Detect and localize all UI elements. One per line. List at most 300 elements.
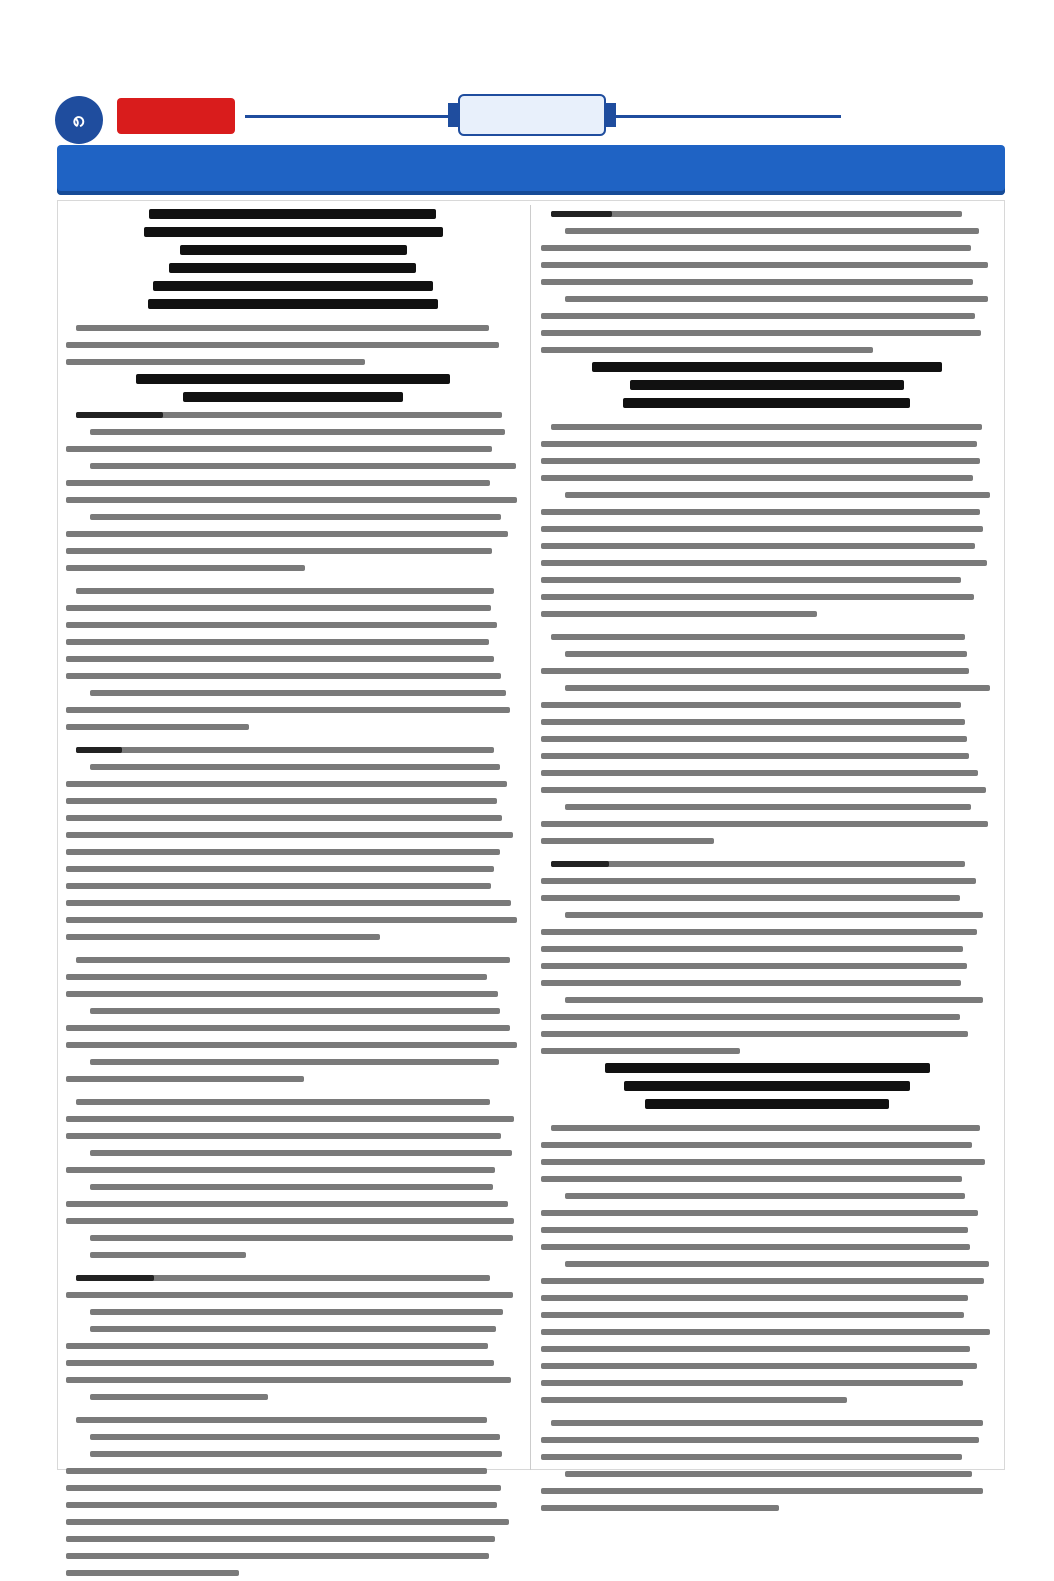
line-mark	[66, 1116, 514, 1122]
line-mark	[66, 359, 365, 365]
text-line	[62, 894, 528, 911]
line-mark	[66, 1343, 488, 1349]
text-line	[62, 860, 528, 877]
text-line	[62, 1246, 528, 1263]
heading-line	[62, 277, 528, 295]
masthead	[458, 94, 606, 136]
text-line	[537, 554, 1002, 571]
line-mark	[541, 1031, 968, 1037]
line-mark	[565, 1193, 965, 1199]
heading-line	[62, 388, 528, 406]
text-line	[537, 923, 1002, 940]
line-mark	[541, 1454, 962, 1460]
line-mark	[76, 1417, 487, 1423]
line-mark	[565, 1261, 989, 1267]
text-line	[537, 991, 1002, 1008]
line-mark	[565, 296, 988, 302]
text-line	[537, 872, 1002, 889]
text-line	[537, 1414, 1002, 1431]
section-heading	[537, 358, 1002, 412]
line-mark	[541, 526, 983, 532]
heading-line	[62, 205, 528, 223]
paragraph	[537, 418, 1002, 622]
text-line	[537, 832, 1002, 849]
text-line	[62, 1110, 528, 1127]
line-mark	[66, 1468, 487, 1474]
text-line	[537, 307, 1002, 324]
line-mark	[551, 211, 962, 217]
line-mark	[66, 639, 489, 645]
line-mark	[541, 719, 965, 725]
line-mark	[541, 1397, 847, 1403]
line-mark	[551, 1420, 983, 1426]
line-mark	[66, 673, 501, 679]
line-mark	[541, 543, 975, 549]
line-mark	[541, 594, 974, 600]
line-mark	[66, 1360, 494, 1366]
paragraph	[62, 741, 528, 945]
line-mark	[541, 1363, 977, 1369]
line-mark	[565, 651, 967, 657]
line-mark	[541, 1380, 963, 1386]
line-mark	[149, 209, 436, 219]
line-mark	[66, 1502, 497, 1508]
text-line	[62, 508, 528, 525]
line-mark	[66, 798, 497, 804]
bold-lead-term	[76, 747, 122, 753]
line-mark	[66, 781, 507, 787]
line-mark	[90, 1059, 499, 1065]
text-line	[537, 1323, 1002, 1340]
text-line	[537, 1042, 1002, 1059]
line-mark	[90, 764, 500, 770]
line-mark	[90, 1150, 512, 1156]
line-mark	[541, 1505, 779, 1511]
text-line	[62, 1479, 528, 1496]
text-line	[537, 239, 1002, 256]
text-line	[537, 341, 1002, 358]
line-mark	[90, 1008, 500, 1014]
line-mark	[541, 787, 986, 793]
line-mark	[541, 753, 969, 759]
text-line	[62, 843, 528, 860]
text-line	[537, 645, 1002, 662]
text-line	[62, 1093, 528, 1110]
line-mark	[66, 974, 487, 980]
masthead-wing-right	[606, 103, 616, 127]
section-heading	[62, 370, 528, 406]
line-mark	[541, 838, 714, 844]
line-mark	[66, 342, 499, 348]
heading-line	[537, 1095, 1002, 1113]
line-mark	[541, 245, 971, 251]
line-mark	[541, 736, 967, 742]
heading-line	[62, 370, 528, 388]
line-mark	[66, 446, 492, 452]
line-mark	[180, 245, 407, 255]
text-line	[537, 1340, 1002, 1357]
paragraph	[537, 1119, 1002, 1408]
line-mark	[541, 821, 988, 827]
text-line	[62, 985, 528, 1002]
line-mark	[541, 1278, 984, 1284]
line-mark	[66, 1025, 510, 1031]
line-mark	[66, 531, 508, 537]
text-line	[62, 792, 528, 809]
text-line	[62, 877, 528, 894]
text-line	[537, 815, 1002, 832]
text-line	[537, 747, 1002, 764]
text-line	[537, 1431, 1002, 1448]
line-mark	[76, 747, 494, 753]
text-line	[62, 599, 528, 616]
text-line	[62, 1212, 528, 1229]
text-line	[62, 1320, 528, 1337]
text-line	[62, 616, 528, 633]
line-mark	[66, 866, 494, 872]
line-mark	[541, 770, 978, 776]
text-line	[62, 1530, 528, 1547]
text-line	[62, 1547, 528, 1564]
line-mark	[541, 1312, 964, 1318]
text-line	[62, 684, 528, 701]
text-line	[62, 336, 528, 353]
heading-line	[537, 358, 1002, 376]
line-mark	[90, 514, 501, 520]
text-line	[62, 1411, 528, 1428]
line-mark	[541, 929, 977, 935]
line-mark	[66, 815, 502, 821]
line-mark	[66, 934, 380, 940]
line-mark	[90, 429, 505, 435]
text-line	[537, 940, 1002, 957]
line-mark	[66, 900, 511, 906]
text-line	[537, 855, 1002, 872]
line-mark	[645, 1099, 889, 1109]
line-mark	[605, 1063, 930, 1073]
line-mark	[565, 492, 990, 498]
text-line	[62, 758, 528, 775]
line-mark	[541, 895, 960, 901]
text-line	[62, 1371, 528, 1388]
left-column	[62, 205, 528, 1581]
text-line	[537, 588, 1002, 605]
line-mark	[90, 1309, 503, 1315]
line-mark	[623, 398, 910, 408]
dateline	[845, 101, 1010, 129]
line-mark	[66, 1218, 514, 1224]
text-line	[537, 957, 1002, 974]
line-mark	[66, 1519, 509, 1525]
line-mark	[76, 325, 489, 331]
line-mark	[66, 1076, 304, 1082]
paragraph	[62, 1411, 528, 1581]
line-mark	[541, 1048, 740, 1054]
line-mark	[90, 1434, 500, 1440]
text-line	[62, 775, 528, 792]
text-line	[537, 1499, 1002, 1516]
line-mark	[565, 912, 983, 918]
text-line	[537, 696, 1002, 713]
line-mark	[551, 634, 965, 640]
line-mark	[66, 1167, 495, 1173]
line-mark	[90, 463, 516, 469]
line-mark	[541, 313, 975, 319]
text-line	[62, 911, 528, 928]
line-mark	[169, 263, 416, 273]
text-line	[537, 418, 1002, 435]
text-line	[62, 525, 528, 542]
text-line	[62, 353, 528, 370]
text-line	[537, 764, 1002, 781]
line-mark	[541, 1142, 972, 1148]
paragraph	[62, 406, 528, 576]
line-mark	[541, 441, 977, 447]
paragraph	[62, 1093, 528, 1263]
line-mark	[66, 548, 492, 554]
text-line	[537, 1357, 1002, 1374]
line-mark	[565, 997, 983, 1003]
line-mark	[66, 724, 249, 730]
text-line	[62, 741, 528, 758]
text-line	[62, 650, 528, 667]
text-line	[62, 928, 528, 945]
text-line	[537, 290, 1002, 307]
line-mark	[66, 1553, 489, 1559]
text-line	[62, 1388, 528, 1405]
text-line	[62, 1161, 528, 1178]
text-line	[537, 730, 1002, 747]
line-mark	[541, 458, 980, 464]
text-line	[62, 1195, 528, 1212]
text-line	[62, 718, 528, 735]
masthead-wing-left	[448, 103, 458, 127]
text-line	[62, 491, 528, 508]
continued-note	[900, 1457, 1000, 1473]
text-line	[62, 1036, 528, 1053]
line-mark	[541, 1176, 962, 1182]
text-line	[62, 1337, 528, 1354]
heading-line	[537, 394, 1002, 412]
text-line	[62, 440, 528, 457]
line-mark	[76, 588, 494, 594]
text-line	[537, 520, 1002, 537]
text-line	[62, 1445, 528, 1462]
text-line	[62, 1127, 528, 1144]
line-mark	[90, 1451, 502, 1457]
line-mark	[66, 1536, 495, 1542]
text-line	[62, 968, 528, 985]
text-line	[62, 667, 528, 684]
text-line	[537, 906, 1002, 923]
line-mark	[66, 565, 305, 571]
line-mark	[76, 957, 510, 963]
line-mark	[541, 279, 973, 285]
text-line	[537, 1204, 1002, 1221]
line-mark	[541, 1329, 990, 1335]
text-line	[537, 1170, 1002, 1187]
paragraph	[62, 1269, 528, 1405]
heading-line	[537, 1077, 1002, 1095]
text-line	[537, 205, 1002, 222]
header-rule-left	[245, 115, 450, 118]
text-line	[537, 273, 1002, 290]
text-line	[62, 633, 528, 650]
paragraph	[62, 319, 528, 370]
text-line	[537, 889, 1002, 906]
line-mark	[66, 991, 498, 997]
line-mark	[551, 424, 982, 430]
text-line	[537, 1374, 1002, 1391]
text-line	[62, 1496, 528, 1513]
line-mark	[66, 622, 497, 628]
line-mark	[630, 380, 904, 390]
text-line	[537, 662, 1002, 679]
text-line	[537, 1238, 1002, 1255]
line-mark	[541, 560, 987, 566]
line-mark	[76, 1099, 490, 1105]
line-mark	[541, 702, 961, 708]
text-line	[537, 1008, 1002, 1025]
page-header	[0, 0, 1054, 135]
text-line	[537, 1119, 1002, 1136]
line-mark	[541, 475, 973, 481]
text-line	[537, 1306, 1002, 1323]
line-mark	[541, 1227, 968, 1233]
text-line	[62, 1229, 528, 1246]
text-line	[537, 628, 1002, 645]
bold-lead-term	[76, 1275, 154, 1281]
line-mark	[90, 1394, 268, 1400]
line-mark	[90, 690, 506, 696]
line-mark	[66, 883, 491, 889]
line-mark	[90, 1252, 246, 1258]
text-line	[62, 474, 528, 491]
line-mark	[624, 1081, 910, 1091]
text-line	[62, 1002, 528, 1019]
text-line	[62, 582, 528, 599]
section-heading	[537, 1059, 1002, 1113]
text-line	[537, 1221, 1002, 1238]
text-line	[62, 1144, 528, 1161]
text-line	[62, 457, 528, 474]
line-mark	[66, 1201, 508, 1207]
line-mark	[66, 480, 490, 486]
heading-line	[62, 295, 528, 313]
line-mark	[541, 611, 817, 617]
heading-line	[62, 241, 528, 259]
text-line	[537, 1136, 1002, 1153]
text-line	[537, 974, 1002, 991]
bold-lead-term	[76, 412, 163, 418]
line-mark	[66, 1292, 513, 1298]
line-mark	[541, 878, 976, 884]
line-mark	[541, 1488, 983, 1494]
line-mark	[541, 963, 967, 969]
line-mark	[541, 980, 961, 986]
text-line	[62, 1269, 528, 1286]
line-mark	[144, 227, 443, 237]
line-mark	[66, 1570, 239, 1576]
line-mark	[541, 262, 988, 268]
heading-line	[537, 1059, 1002, 1077]
line-mark	[90, 1326, 496, 1332]
line-mark	[541, 330, 981, 336]
text-line	[62, 423, 528, 440]
text-line	[537, 222, 1002, 239]
text-line	[537, 605, 1002, 622]
text-line	[537, 1153, 1002, 1170]
text-line	[537, 1391, 1002, 1408]
text-line	[62, 951, 528, 968]
line-mark	[136, 374, 450, 384]
line-mark	[541, 577, 961, 583]
text-line	[537, 486, 1002, 503]
page-number: ၈	[55, 96, 103, 144]
text-line	[62, 1428, 528, 1445]
line-mark	[551, 1125, 980, 1131]
text-line	[537, 503, 1002, 520]
text-line	[537, 324, 1002, 341]
bold-lead-term	[551, 861, 609, 867]
column-divider	[530, 205, 531, 1470]
line-mark	[541, 1210, 978, 1216]
line-mark	[66, 1485, 501, 1491]
header-rule-right	[616, 115, 841, 118]
text-line	[537, 798, 1002, 815]
line-mark	[66, 1377, 511, 1383]
text-line	[62, 1178, 528, 1195]
text-line	[62, 826, 528, 843]
line-mark	[66, 497, 517, 503]
text-line	[62, 1070, 528, 1087]
line-mark	[183, 392, 403, 402]
line-mark	[551, 861, 965, 867]
line-mark	[541, 1437, 979, 1443]
line-mark	[66, 832, 513, 838]
text-line	[537, 1272, 1002, 1289]
paragraph	[62, 951, 528, 1087]
text-line	[537, 1255, 1002, 1272]
article-title	[57, 145, 1005, 195]
text-line	[537, 1482, 1002, 1499]
line-mark	[565, 228, 979, 234]
line-mark	[66, 849, 500, 855]
bold-lead-term	[551, 211, 612, 217]
section-heading	[62, 205, 528, 277]
text-line	[537, 469, 1002, 486]
heading-line	[62, 259, 528, 277]
line-mark	[153, 281, 433, 291]
paragraph	[537, 628, 1002, 849]
line-mark	[66, 707, 510, 713]
line-mark	[541, 347, 873, 353]
line-mark	[541, 1295, 968, 1301]
section-label	[117, 98, 235, 134]
line-mark	[541, 946, 963, 952]
text-line	[62, 1564, 528, 1581]
line-mark	[66, 605, 491, 611]
text-line	[62, 1286, 528, 1303]
text-line	[62, 809, 528, 826]
text-line	[62, 559, 528, 576]
text-line	[62, 701, 528, 718]
line-mark	[541, 668, 969, 674]
text-line	[62, 1019, 528, 1036]
line-mark	[541, 509, 980, 515]
line-mark	[565, 804, 971, 810]
text-line	[537, 1289, 1002, 1306]
